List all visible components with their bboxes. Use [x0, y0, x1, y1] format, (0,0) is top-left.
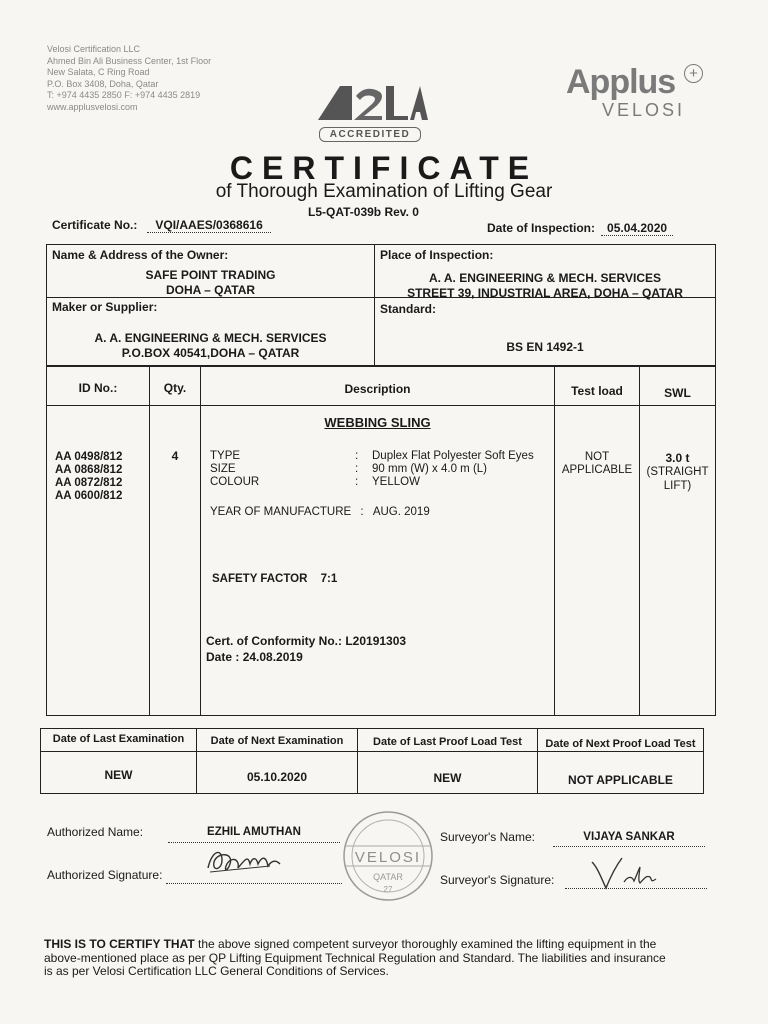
safety-factor-value: 7:1 [320, 573, 338, 585]
stamp-middle-text: QATAR [373, 872, 403, 882]
owner-label: Name & Address of the Owner: [52, 248, 229, 262]
year-value: AUG. 2019 [372, 506, 430, 518]
certificate-title: CERTIFICATE [229, 150, 539, 186]
year-of-manufacture [210, 506, 430, 519]
last-proof-load-value: NEW [433, 771, 462, 785]
authorized-signature-icon [200, 840, 310, 880]
col-header-test-load: Test load [571, 384, 623, 398]
spec-key: COLOUR [210, 476, 260, 488]
surveyor-name-label: Surveyor's Name: [440, 830, 535, 844]
company-address-line: New Salata, C Ring Road [47, 67, 150, 78]
velosi-stamp-icon [338, 808, 438, 904]
spec-row [210, 450, 550, 463]
maker-address: P.O.BOX 40541,DOHA – QATAR [121, 346, 300, 360]
company-name: Velosi Certification LLC [47, 44, 141, 54]
velosi-wordmark: VELOSI [602, 100, 686, 120]
place-name: A. A. ENGINEERING & MECH. SERVICES [428, 271, 662, 285]
place-address: STREET 39, INDUSTRIAL AREA, DOHA – QATAR [407, 286, 683, 300]
col-header-description: Description [344, 382, 411, 396]
item-title: WEBBING SLING [324, 415, 431, 430]
next-proof-load-value: NOT APPLICABLE [568, 773, 673, 787]
safety-factor [212, 573, 337, 586]
inspection-date [487, 221, 673, 236]
standard-value: BS EN 1492-1 [506, 340, 584, 354]
col-header-last-examination: Date of Last Examination [52, 733, 185, 745]
surveyor-signature-label: Surveyor's Signature: [440, 873, 555, 887]
spec-list [210, 450, 550, 489]
items-table [46, 366, 716, 716]
spec-value: Duplex Flat Polyester Soft Eyes [372, 450, 534, 462]
accredited-badge: ACCREDITED [319, 127, 421, 142]
last-examination-value: NEW [104, 768, 133, 782]
standard-label: Standard: [380, 302, 437, 316]
list-item: AA 0498/812 [55, 451, 123, 463]
quantity-value: 4 [171, 449, 179, 463]
next-examination-value: 05.10.2020 [246, 770, 308, 784]
list-item: AA 0872/812 [55, 477, 123, 489]
certificate-number [52, 218, 271, 233]
dates-table [40, 728, 704, 794]
place-label: Place of Inspection: [380, 248, 494, 262]
inspection-date-value: 05.04.2020 [601, 221, 673, 236]
company-website: www.applusvelosi.com [47, 101, 138, 112]
col-header-id: ID No.: [78, 381, 118, 395]
company-address [47, 44, 211, 114]
test-load-value: NOT APPLICABLE [561, 451, 633, 476]
stamp-number: 27 [383, 885, 393, 894]
company-phone-fax: T: +974 4435 2850 F: +974 4435 2819 [47, 90, 201, 101]
certificate-number-label: Certificate No.: [52, 218, 138, 232]
plus-circle-icon: + [684, 64, 703, 83]
spec-separator: : [355, 463, 359, 475]
col-header-next-proof-load: Date of Next Proof Load Test [545, 738, 696, 750]
certificate-number-value: VQI/AAES/0368616 [147, 218, 270, 233]
spec-key: SIZE [210, 463, 236, 475]
conformity-date-label: Date : [206, 650, 240, 664]
swl-value: 3.0 t (STRAIGHT LIFT) [646, 451, 709, 492]
surveyor-name-value: VIJAYA SANKAR [583, 831, 675, 843]
authorized-name-value: EZHIL AMUTHAN [207, 826, 301, 838]
safety-factor-label: SAFETY FACTOR [212, 573, 308, 585]
statement-line: the above signed competent surveyor thoroughly examined the lifting equipment in the [194, 937, 657, 951]
statement-line: is as per Velosi Certification LLC General Conditions of Services. [44, 964, 389, 978]
conformity-label: Cert. of Conformity No.: [206, 634, 342, 648]
owner-name: SAFE POINT TRADING [145, 268, 276, 282]
year-label: YEAR OF MANUFACTURE [210, 506, 352, 518]
col-header-last-proof-load: Date of Last Proof Load Test [373, 736, 522, 748]
maker-name: A. A. ENGINEERING & MECH. SERVICES [94, 331, 327, 345]
col-header-swl: SWL [664, 386, 691, 400]
authorized-signature-label: Authorized Signature: [47, 868, 163, 882]
conformity-date-value: 24.08.2019 [242, 650, 303, 664]
conformity-date [206, 649, 406, 665]
inspection-date-label: Date of Inspection: [487, 221, 596, 235]
spec-separator: : [355, 450, 359, 462]
conformity-value: L20191303 [345, 634, 407, 648]
year-separator: : [360, 506, 364, 518]
company-address-line: P.O. Box 3408, Doha, Qatar [47, 78, 159, 89]
spec-key: TYPE [210, 450, 241, 462]
spec-value: YELLOW [372, 476, 420, 488]
spec-row [210, 476, 550, 489]
list-item: AA 0600/812 [55, 490, 123, 502]
applus-wordmark: Applus [566, 63, 676, 101]
authorized-name-label: Authorized Name: [47, 825, 144, 839]
maker-label: Maker or Supplier: [52, 300, 158, 314]
list-item: AA 0868/812 [55, 464, 123, 476]
surveyor-signature-icon [586, 852, 686, 892]
statement-line: above-mentioned place as per QP Lifting Equipment Technical Regulation and Standard. The liabilities and insurance [44, 950, 666, 965]
company-address-line: Ahmed Bin Ali Business Center, 1st Floor [47, 55, 212, 66]
id-list [55, 451, 122, 503]
a2la-accreditation-logo [312, 82, 428, 140]
table-header-divider [47, 405, 715, 406]
form-reference: L5-QAT-039b Rev. 0 [308, 205, 419, 219]
col-header-qty: Qty. [163, 381, 187, 395]
spec-separator: : [355, 476, 359, 488]
applus-velosi-logo [566, 64, 716, 130]
certification-statement [44, 938, 724, 979]
col-header-next-examination: Date of Next Examination [210, 735, 344, 747]
spec-value: 90 mm (W) x 4.0 m (L) [372, 463, 488, 475]
conformity-info [206, 633, 406, 665]
stamp-top-text: VELOSI [354, 849, 422, 866]
parties-grid [46, 244, 716, 366]
spec-row [210, 463, 550, 476]
owner-location: DOHA – QATAR [165, 283, 256, 297]
a2la-emblem-icon [312, 82, 428, 122]
statement-lead: THIS IS TO CERTIFY THAT [44, 937, 195, 951]
conformity-number [206, 633, 406, 649]
certificate-subtitle: of Thorough Examination of Lifting Gear [215, 181, 553, 202]
